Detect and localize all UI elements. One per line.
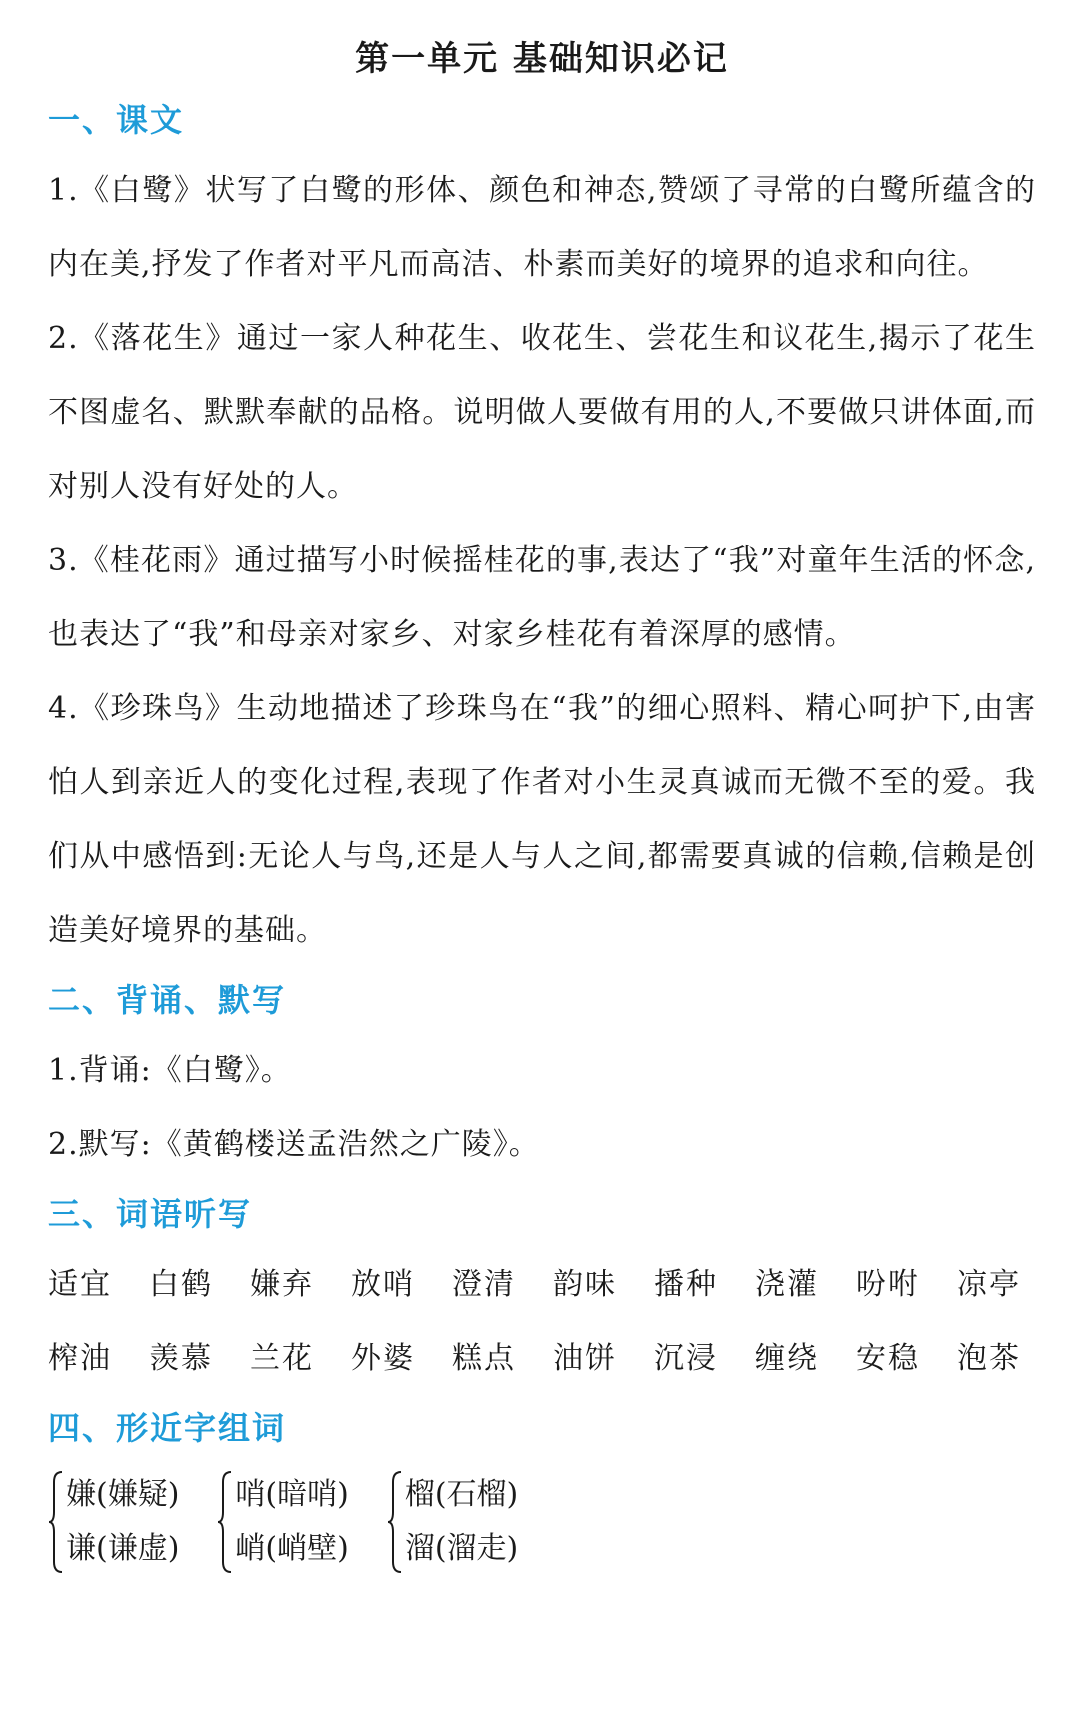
word: 糕点 [452,1341,516,1376]
section-heading-dictation: 三、词语听写 [48,1195,253,1233]
section-heading-texts: 一、课文 [48,101,185,139]
char-word: 哨(暗哨) [235,1477,349,1512]
char-word: 嫌(嫌疑) [66,1477,180,1512]
word: 沉浸 [654,1341,718,1376]
section-heading-recite: 二、背诵、默写 [48,981,287,1019]
section-heading-similar-chars: 四、形近字组词 [48,1409,287,1447]
char-group [48,1468,179,1576]
brace-icon [48,1468,64,1576]
brace-icon [387,1468,403,1576]
word-list [48,1248,1036,1396]
word: 嫌弃 [250,1267,314,1302]
word: 凉亭 [957,1267,1021,1302]
word: 兰花 [250,1341,314,1376]
recite-item: 2.默写:《黄鹤楼送孟浩然之广陵》。 [48,1127,540,1162]
word: 泡茶 [957,1341,1021,1376]
word: 播种 [654,1267,718,1302]
recite-item: 1.背诵:《白鹭》。 [48,1053,292,1088]
word: 白鹤 [149,1267,213,1302]
word: 放哨 [351,1267,415,1302]
word: 吩咐 [856,1267,920,1302]
word: 浇灌 [755,1267,819,1302]
word: 安稳 [856,1341,920,1376]
word: 榨油 [48,1341,112,1376]
word: 韵味 [553,1267,617,1302]
char-word: 峭(峭壁) [235,1531,349,1566]
recite-list [48,1034,1036,1182]
summary-item: 1.《白鹭》状写了白鹭的形体、颜色和神态,赞颂了寻常的白鹭所蕴含的内在美,抒发了作者对平凡而高洁、朴素而美好的境界的追求和向往。 [48,173,1036,282]
summary-item: 2.《落花生》通过一家人种花生、收花生、尝花生和议花生,揭示了花生不图虚名、默默奉献的品格。说明做人要做有用的人,不要做只讲体面,而对别人没有好处的人。 [48,321,1036,504]
char-word: 溜(溜走) [404,1531,519,1566]
page-title: 第一单元 基础知识必记 [355,39,729,79]
word: 羡慕 [149,1341,213,1376]
brace-icon [217,1468,233,1576]
text-summaries [48,154,1036,968]
word: 适宜 [48,1267,112,1302]
summary-item: 3.《桂花雨》通过描写小时候摇桂花的事,表达了“我”对童年生活的怀念,也表达了“我”和母亲对家乡、对家乡桂花有着深厚的感情。 [48,543,1036,652]
char-word: 榴(石榴) [404,1477,519,1512]
word: 油饼 [553,1341,617,1376]
word: 外婆 [351,1341,415,1376]
word: 澄清 [452,1267,516,1302]
char-group [387,1468,518,1576]
char-word: 谦(谦虚) [66,1531,180,1566]
summary-item: 4.《珍珠鸟》生动地描述了珍珠鸟在“我”的细心照料、精心呵护下,由害怕人到亲近人的变化过程,表现了作者对小生灵真诚而无微不至的爱。我们从中感悟到:无论人与鸟,还是人与人之间,都需要真诚的信赖,信赖是创造美好境界的基础。 [48,691,1036,948]
char-group [217,1468,348,1576]
word: 缠绕 [755,1341,819,1376]
similar-char-groups [48,1468,1036,1576]
